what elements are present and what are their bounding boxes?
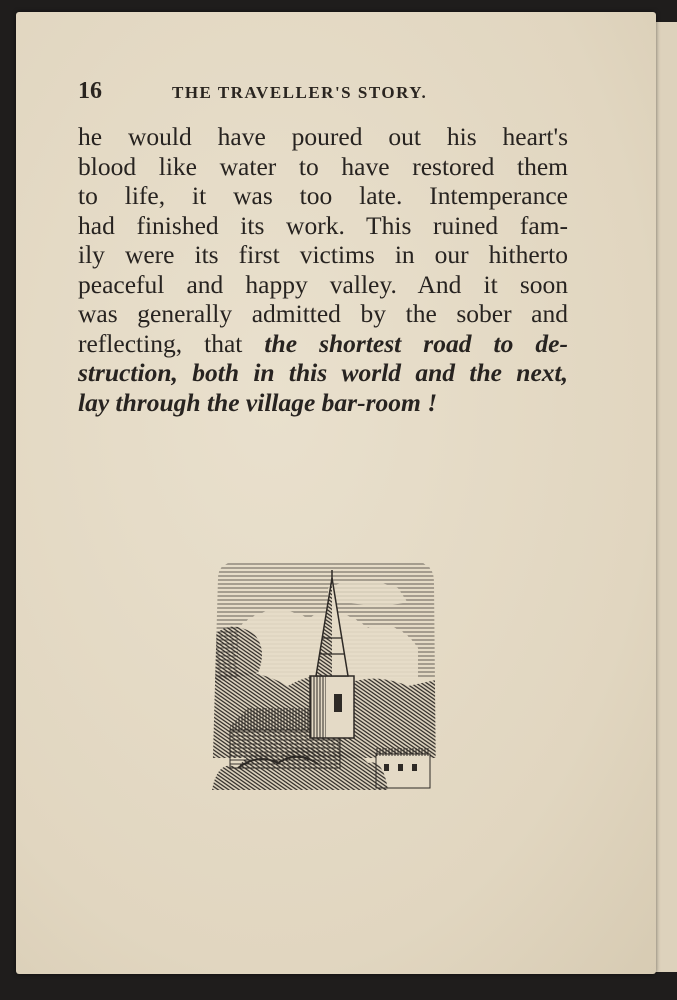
text-line: had finished its work. This ruined fam- — [78, 210, 568, 240]
text-line: to life, it was too late. Intemperance — [78, 181, 568, 210]
body-text — [78, 122, 568, 417]
text-line-italic: lay through the village bar-room ! — [78, 387, 438, 417]
text-plain: reflecting, that — [78, 328, 265, 358]
church-steeple-illustration — [208, 558, 442, 794]
running-title: THE TRAVELLER'S STORY. — [172, 83, 428, 102]
text-line: he would have poured out his heart's — [78, 122, 568, 151]
text-line: peaceful and happy valley. And it soon — [78, 269, 568, 299]
page-header — [78, 78, 578, 106]
text-line: ily were its first victims in our hitherto — [78, 240, 568, 269]
church-engraving — [208, 558, 442, 794]
text-line-italic: struction, both in this world and the next, — [78, 358, 568, 387]
page-number: 16 — [78, 78, 102, 104]
text-line-mixed — [78, 329, 568, 359]
text-italic: the shortest road to de- — [264, 328, 568, 358]
book-page — [16, 12, 656, 974]
text-line: was generally admitted by the sober and — [78, 299, 568, 328]
text-line: blood like water to have restored them — [78, 151, 568, 181]
